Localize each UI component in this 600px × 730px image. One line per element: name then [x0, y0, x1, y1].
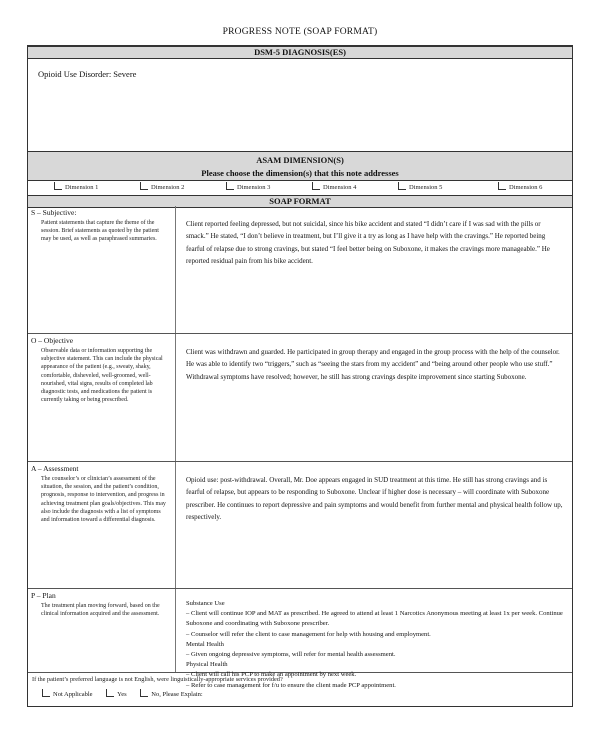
subjective-label: S – Subjective: [31, 208, 77, 217]
dimension-1[interactable]: Dimension 1 [54, 182, 98, 191]
checkbox[interactable] [312, 182, 320, 190]
subjective-row [28, 206, 572, 334]
plan-label: P – Plan [31, 591, 56, 600]
objective-description: Observable data or information supporting the subjective statement. This can include the physical appearance of the patient (e.g., sweaty, shaky, comfortable, disheveled, well-groomed, well-nourished, vital signs, results of completed lab diagnostic tests, and medications the patient is currently taking or being prescribed. [41, 348, 163, 404]
option-yes[interactable]: Yes [106, 689, 126, 698]
dimension-4[interactable]: Dimension 4 [312, 182, 356, 191]
objective-text[interactable]: Client was withdrawn and guarded. He participated in group therapy and engaged in the group process with the help of the counselor. He was able to identify two “triggers,” such as “seeing the stars from my accident” and “being around other people who use stuff.” Withdrawal symptoms have resolved; however, he still has strong cravings despite improvement since starting Suboxone. [186, 348, 560, 381]
language-options [42, 689, 215, 698]
option-no-explain[interactable]: No, Please Explain: [140, 689, 202, 698]
plan-line: Physical Health [186, 661, 228, 669]
subjective-text[interactable]: Client reported feeling depressed, but not suicidal, since his bike accident and stated “I didn’t care if I was sad with the pills or smack.” He stated, “I don’t believe in treatment, but I’ll give it a try as long as I have help with the cravings.” He reported being fearful of relapse due to strong cravings, but stated “I feel better being on Suboxone, it makes the cravings more manageable.” He reported residual pain from his bike accident. [186, 220, 550, 265]
dimension-6[interactable]: Dimension 6 [498, 182, 542, 191]
asam-title: ASAM DIMENSION(S) [256, 155, 344, 165]
dsm-section [28, 63, 572, 151]
plan-line: – Refer to case management for f/u to ensure the client made PCP appointment. [186, 681, 396, 689]
language-question: If the patient’s preferred language is not English, were linguistically-appropriate services provided? [32, 676, 283, 683]
column-divider [175, 206, 176, 333]
asam-dimensions [28, 181, 572, 195]
plan-description: The treatment plan moving forward, based on the clinical information acquired and the assessment. [41, 603, 160, 618]
dimension-3[interactable]: Dimension 3 [226, 182, 270, 191]
checkbox[interactable] [106, 689, 114, 697]
plan-line: Mental Health [186, 640, 224, 648]
form-title: PROGRESS NOTE (SOAP FORMAT) [222, 27, 378, 37]
checkbox[interactable] [54, 182, 62, 190]
column-divider [175, 462, 176, 588]
checkbox[interactable] [226, 182, 234, 190]
asam-instruction: Please choose the dimension(s) that this note addresses [201, 168, 399, 178]
dsm-header: DSM-5 DIAGNOSIS(ES) [28, 46, 572, 59]
soap-header: SOAP FORMAT [28, 195, 572, 208]
checkbox[interactable] [140, 182, 148, 190]
objective-label: O – Objective [31, 336, 74, 345]
checkbox[interactable] [398, 182, 406, 190]
dimension-5[interactable]: Dimension 5 [398, 182, 442, 191]
assessment-row [28, 462, 572, 589]
checkbox[interactable] [498, 182, 506, 190]
plan-line: – Client will call his PCP to make an appointment by next week. [186, 671, 357, 679]
dimension-2[interactable]: Dimension 2 [140, 182, 184, 191]
plan-line: Substance Use [186, 600, 225, 607]
checkbox[interactable] [42, 689, 50, 697]
plan-line: – Counselor will refer the client to case management for help with housing and employment. [186, 630, 431, 638]
objective-row [28, 334, 572, 462]
checkbox[interactable] [140, 689, 148, 697]
column-divider [175, 334, 176, 461]
plan-line: – Client will continue IOP and MAT as prescribed. He agreed to attend at least 1 Narcotics Anonymous meeting at least 1x per week. Continue Suboxone and coordinating with Suboxone prescriber. [186, 610, 563, 628]
plan-line: – Given ongoing depressive symptoms, will refer for mental health assessment. [186, 651, 396, 659]
assessment-description: The counselor’s or clinician’s assessment of the situation, the session, and the patient’s condition, prognosis, response to intervention, and progress in achieving treatment plan goals/objectives. This may also include the diagnosis with a list of symptoms and information toward a differential diagnosis. [41, 476, 166, 524]
soap-form [27, 45, 573, 707]
diagnosis-text[interactable]: Opioid Use Disorder: Severe [38, 69, 137, 79]
assessment-label: A – Assessment [31, 464, 79, 473]
subjective-description: Patient statements that capture the theme of the session. Brief statements as quoted by the patient may be used, as well as paraphrased summaries. [41, 220, 159, 243]
option-not-applicable[interactable]: Not Applicable [42, 689, 93, 698]
assessment-text[interactable]: Opioid use: post-withdrawal. Overall, Mr. Doe appears engaged in SUD treatment at this time. He still has strong cravings and is fearful of relapse, but appears to be responding to Suboxone. Unclear if higher dose is necessary – will coordinate with Suboxone prescriber. He continues to report depressive and pain symptoms and would benefit from further mental and physical health follow up, respectively. [186, 476, 563, 521]
column-divider [175, 589, 176, 672]
asam-header [28, 151, 572, 181]
